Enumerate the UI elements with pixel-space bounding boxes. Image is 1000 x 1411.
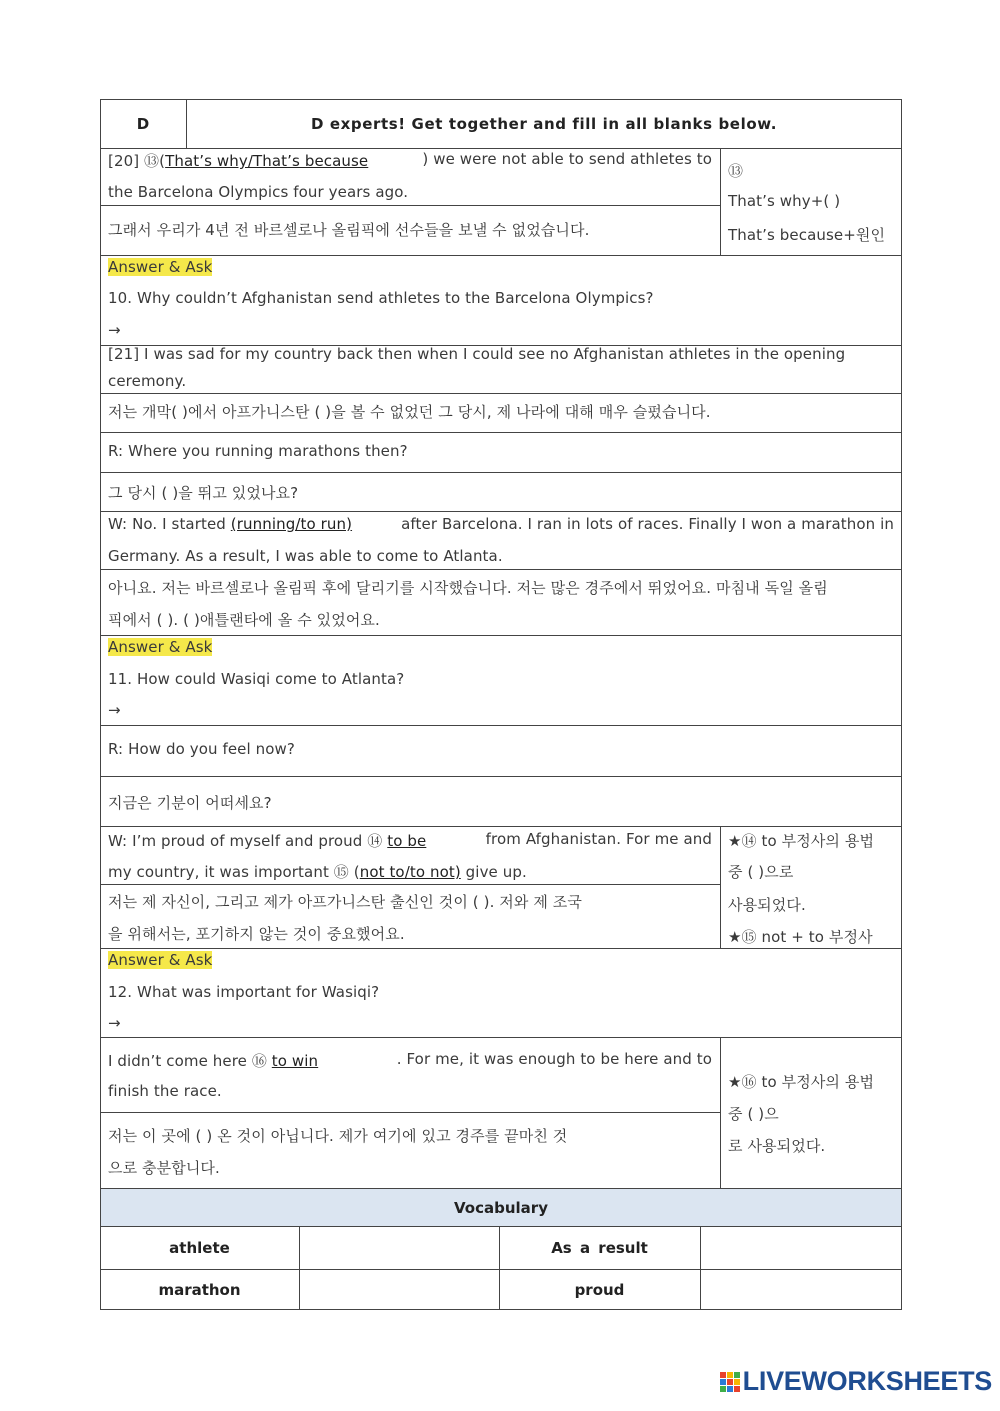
note-14-line3: 사용되었다. — [728, 896, 806, 914]
note-13-line1: That’s why+( ) — [728, 192, 841, 210]
sentence-20-suffix: ) we were not able to send athletes to — [422, 150, 712, 168]
w1-line2: Germany. As a result, I was able to come to Atlanta. — [108, 547, 503, 565]
question-11: 11. How could Wasiqi come to Atlanta? — [108, 670, 405, 688]
answer-11-field[interactable]: → — [108, 701, 121, 719]
divider — [100, 255, 902, 256]
section-title: D experts! Get together and fill in all blanks below. — [310, 115, 778, 133]
divider — [100, 635, 902, 636]
r-question: R: Where you running marathons then? — [108, 442, 408, 460]
choice-13[interactable]: That’s why/That’s because — [165, 152, 369, 170]
vocab-word: As a result — [551, 1239, 648, 1257]
choice-15[interactable]: not to/to not) — [359, 863, 461, 881]
w3-line1: I didn’t come here ⑯ to win . For me, it was enough to be here and to — [108, 1050, 712, 1070]
answer-12-field[interactable]: → — [108, 1014, 121, 1032]
w3-line2: finish the race. — [108, 1082, 222, 1100]
note-15: ★⑮ not + to 부정사 — [728, 928, 873, 946]
note-14-line1: ★⑭ to 부정사의 용법 — [728, 832, 875, 850]
choice-14[interactable]: to be — [387, 832, 427, 850]
korean-20: 그래서 우리가 4년 전 바르셀로나 올림픽에 선수들을 보낼 수 없었습니다. — [108, 221, 590, 239]
divider — [100, 569, 902, 570]
vocab-title: Vocabulary — [454, 1199, 548, 1217]
question-10: 10. Why couldn’t Afghanistan send athletes to the Barcelona Olympics? — [108, 289, 654, 307]
divider — [100, 1112, 720, 1113]
vocab-answer-field[interactable] — [701, 1227, 901, 1269]
divider — [720, 148, 721, 255]
r-feel-korean: 지금은 기분이 어떠세요? — [108, 794, 272, 812]
w2-korean1: 저는 제 자신이, 그리고 제가 아프가니스탄 출신인 것이 ( ). 저와 제 조국 — [108, 893, 582, 911]
divider — [100, 511, 902, 512]
divider — [100, 1037, 902, 1038]
divider — [100, 432, 902, 433]
answer-ask-label: Answer & Ask — [108, 951, 213, 969]
w1-line1: W: No. I started (running/to run) after Barcelona. I ran in lots of races. Finally I won a marathon in — [108, 515, 894, 533]
divider — [100, 725, 902, 726]
section-label: D — [136, 115, 150, 133]
divider — [100, 948, 902, 949]
logo-text: LIVEWORKSHEETS — [742, 1366, 992, 1396]
divider — [100, 393, 902, 394]
note-13-num: ⑬ — [728, 162, 744, 180]
sentence-20-line1 — [108, 150, 712, 171]
w3-korean2: 으로 충분합니다. — [108, 1159, 220, 1177]
w1-korean1: 아니요. 저는 바르셀로나 올림픽 후에 달리기를 시작했습니다. 저는 많은 경주에서 뛰었어요. 마침내 독일 올림 — [108, 579, 828, 597]
sentence-20-prefix: [20] ⑬(That’s why/That’s because — [108, 152, 369, 170]
sentence-21-line1: [21] I was sad for my country back then when I could see no Afghanistan athletes in the opening — [108, 345, 846, 363]
choice-running[interactable]: (running/to run) — [230, 515, 353, 533]
sentence-20-line2: the Barcelona Olympics four years ago. — [108, 183, 409, 201]
note-16-line1: ★⑯ to 부정사의 용법 — [728, 1073, 875, 1091]
divider — [720, 826, 721, 948]
w1-korean2: 픽에서 ( ). ( )애틀랜타에 올 수 있었어요. — [108, 611, 380, 629]
note-14-line2: 중 ( )으로 — [728, 863, 794, 881]
vocab-word: marathon — [158, 1281, 241, 1299]
korean-21: 저는 개막( )에서 아프가니스탄 ( )을 볼 수 없었던 그 당시, 제 나라에 대해 매우 슬펐습니다. — [108, 403, 711, 421]
divider — [100, 826, 902, 827]
choice-16[interactable]: to win — [271, 1052, 319, 1070]
note-16-line3: 로 사용되었다. — [728, 1137, 826, 1155]
divider — [100, 148, 902, 149]
divider — [100, 472, 902, 473]
answer-ask-label: Answer & Ask — [108, 638, 213, 656]
vocab-answer-field[interactable] — [300, 1270, 499, 1310]
divider — [100, 205, 720, 206]
vocab-word: proud — [574, 1281, 625, 1299]
r-feel: R: How do you feel now? — [108, 740, 295, 758]
logo-icon — [720, 1372, 740, 1392]
answer-ask-label: Answer & Ask — [108, 258, 213, 276]
vocab-answer-field[interactable] — [701, 1270, 901, 1310]
answer-10-field[interactable]: → — [108, 321, 121, 339]
divider — [720, 1037, 721, 1188]
w2-korean2: 을 위해서는, 포기하지 않는 것이 중요했어요. — [108, 925, 405, 943]
w2-line1: W: I’m proud of myself and proud ⑭ to be from Afghanistan. For me and — [108, 830, 712, 850]
r-question-korean: 그 당시 ( )을 뛰고 있었나요? — [108, 484, 299, 502]
divider — [100, 776, 902, 777]
w2-line2: my country, it was important ⑮ (not to/to not) give up. — [108, 863, 527, 881]
vocab-word: athlete — [169, 1239, 230, 1257]
vocab-answer-field[interactable] — [300, 1227, 499, 1269]
sentence-21-line2: ceremony. — [108, 372, 187, 390]
question-12: 12. What was important for Wasiqi? — [108, 983, 380, 1001]
liveworksheets-logo[interactable] — [720, 1366, 992, 1397]
w3-korean1: 저는 이 곳에 ( ) 온 것이 아닙니다. 제가 여기에 있고 경주를 끝마친 것 — [108, 1127, 568, 1145]
note-16-line2: 중 ( )으 — [728, 1105, 779, 1123]
note-13-line2: That’s because+원인 — [728, 226, 886, 244]
divider — [100, 884, 720, 885]
